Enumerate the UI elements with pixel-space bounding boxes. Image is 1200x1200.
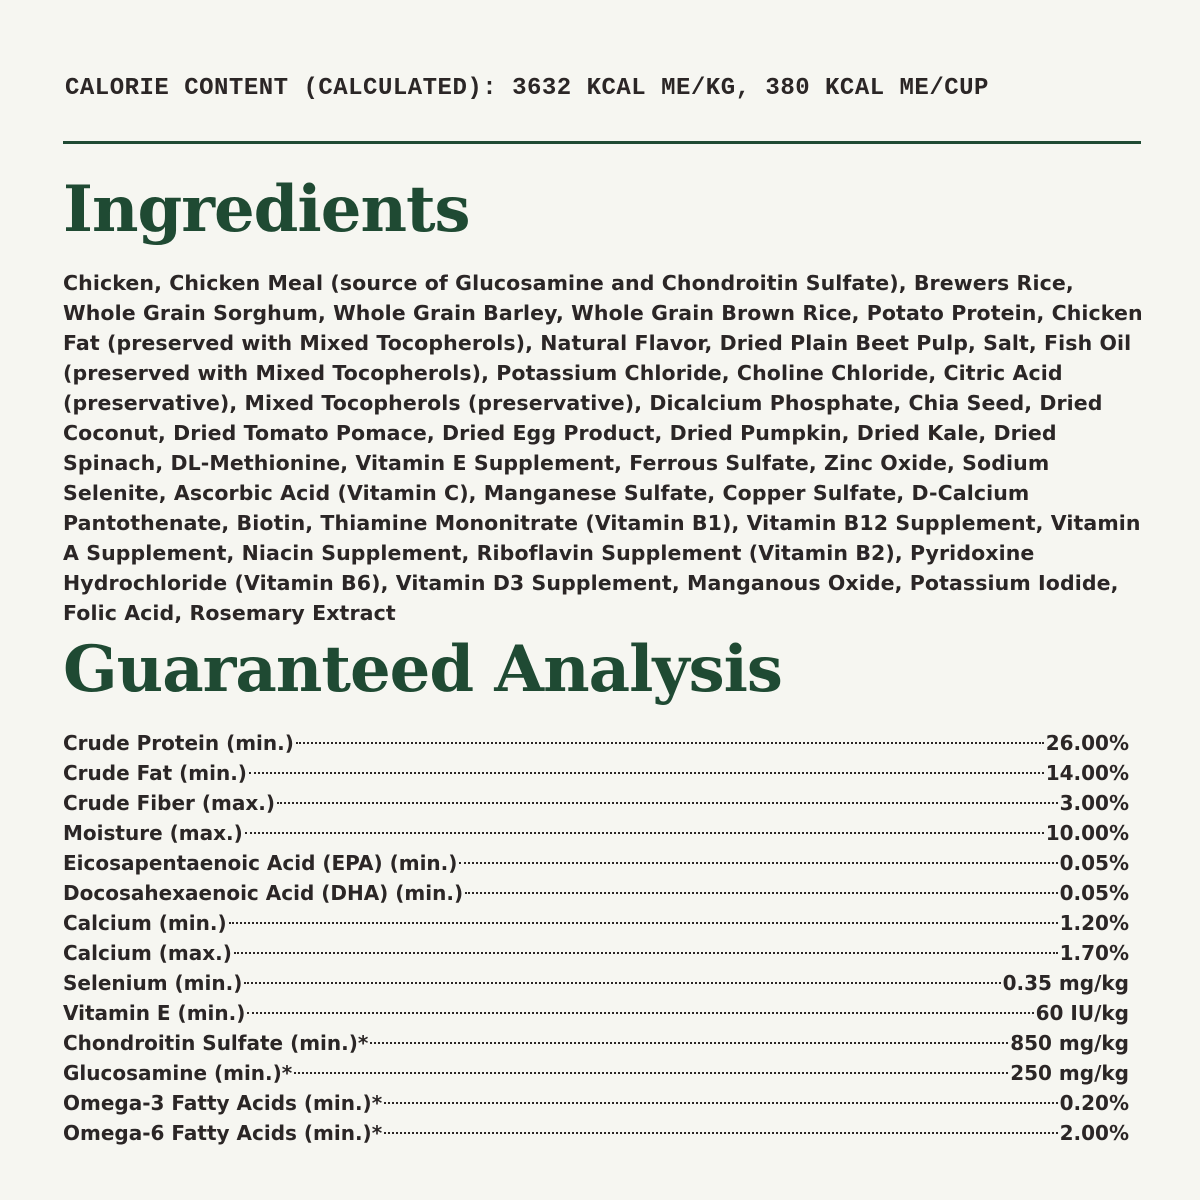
analysis-label: Crude Fiber (max.) — [63, 791, 275, 815]
dot-leader — [277, 802, 1058, 804]
analysis-row — [63, 818, 1129, 848]
analysis-label: Calcium (min.) — [63, 911, 227, 935]
dot-leader — [245, 832, 1044, 834]
analysis-row — [63, 848, 1129, 878]
dot-leader — [459, 862, 1057, 864]
dot-leader — [384, 1102, 1057, 1104]
ingredients-list: Chicken, Chicken Meal (source of Glucosamine and Chondroitin Sulfate), Brewers Rice, Whole Grain Sorghum, Whole Grain Barley, Whole Grain Brown Rice, Potato Protein, Chicken Fat (preserved with Mixed Tocopherols), Natural Flavor, Dried Plain Beet Pulp, Salt, Fish Oil (preserved with Mixed Tocopherols), Potassium Chloride, Choline Chloride, Citric Acid (preservative), Mixed Tocopherols (preservative), Dicalcium Phosphate, Chia Seed, Dried Coconut, Dried Tomato Pomace, Dried Egg Product, Dried Pumpkin, Dried Kale, Dried Spinach, DL-Methionine, Vitamin E Supplement, Ferrous Sulfate, Zinc Oxide, Sodium Selenite, Ascorbic Acid (Vitamin C), Manganese Sulfate, Copper Sulfate, D-Calcium Pantothenate, Biotin, Thiamine Mononitrate (Vitamin B1), Vitamin B12 Supplement, Vitamin A Supplement, Niacin Supplement, Riboflavin Supplement (Vitamin B2), Pyridoxine Hydrochloride (Vitamin B6), Vitamin D3 Supplement, Manganous Oxide, Potassium Iodide, Folic Acid, Rosemary Extract — [63, 271, 1143, 625]
analysis-row — [63, 1058, 1129, 1088]
analysis-row — [63, 1028, 1129, 1058]
analysis-label: Crude Fat (min.) — [63, 761, 247, 785]
analysis-value: 0.05% — [1059, 851, 1129, 875]
ingredients-heading: Ingredients — [63, 172, 470, 247]
analysis-value: 26.00% — [1045, 731, 1129, 755]
analysis-label: Omega-6 Fatty Acids (min.)* — [63, 1121, 383, 1145]
analysis-value: 1.70% — [1059, 941, 1129, 965]
section-divider — [63, 141, 1141, 144]
analysis-value: 14.00% — [1045, 761, 1129, 785]
analysis-row — [63, 728, 1129, 758]
guaranteed-analysis-heading: Guaranteed Analysis — [63, 632, 782, 707]
analysis-label: Omega-3 Fatty Acids (min.)* — [63, 1091, 383, 1115]
analysis-value: 0.05% — [1059, 881, 1129, 905]
analysis-label: Eicosapentaenoic Acid (EPA) (min.) — [63, 851, 458, 875]
analysis-label: Glucosamine (min.)* — [63, 1061, 293, 1085]
analysis-value: 1.20% — [1059, 911, 1129, 935]
analysis-row — [63, 788, 1129, 818]
analysis-row — [63, 1088, 1129, 1118]
analysis-label: Selenium (min.) — [63, 971, 243, 995]
analysis-value: 3.00% — [1059, 791, 1129, 815]
dot-leader — [296, 742, 1044, 744]
dot-leader — [384, 1132, 1057, 1134]
analysis-label: Docosahexaenoic Acid (DHA) (min.) — [63, 881, 464, 905]
dot-leader — [370, 1042, 1008, 1044]
dot-leader — [244, 982, 1000, 984]
analysis-label: Crude Protein (min.) — [63, 731, 294, 755]
analysis-row — [63, 1118, 1129, 1148]
analysis-label: Moisture (max.) — [63, 821, 243, 845]
analysis-label: Vitamin E (min.) — [63, 1001, 246, 1025]
analysis-value: 2.00% — [1059, 1121, 1129, 1145]
dot-leader — [249, 772, 1044, 774]
analysis-value: 0.35 mg/kg — [1002, 971, 1129, 995]
calorie-content: CALORIE CONTENT (CALCULATED): 3632 KCAL ME/KG, 380 KCAL ME/CUP — [65, 75, 989, 102]
analysis-row — [63, 758, 1129, 788]
analysis-row — [63, 998, 1129, 1028]
analysis-value: 250 mg/kg — [1010, 1061, 1129, 1085]
dot-leader — [234, 952, 1058, 954]
analysis-row — [63, 968, 1129, 998]
analysis-label: Calcium (max.) — [63, 941, 232, 965]
analysis-value: 10.00% — [1045, 821, 1129, 845]
dot-leader — [465, 892, 1058, 894]
dot-leader — [229, 922, 1058, 924]
dot-leader — [294, 1072, 1008, 1074]
analysis-value: 60 IU/kg — [1035, 1001, 1129, 1025]
analysis-row — [63, 908, 1129, 938]
dot-leader — [247, 1012, 1033, 1014]
analysis-row — [63, 938, 1129, 968]
guaranteed-analysis-table — [63, 728, 1129, 1148]
analysis-label: Chondroitin Sulfate (min.)* — [63, 1031, 369, 1055]
analysis-value: 0.20% — [1059, 1091, 1129, 1115]
analysis-value: 850 mg/kg — [1010, 1031, 1129, 1055]
analysis-row — [63, 878, 1129, 908]
